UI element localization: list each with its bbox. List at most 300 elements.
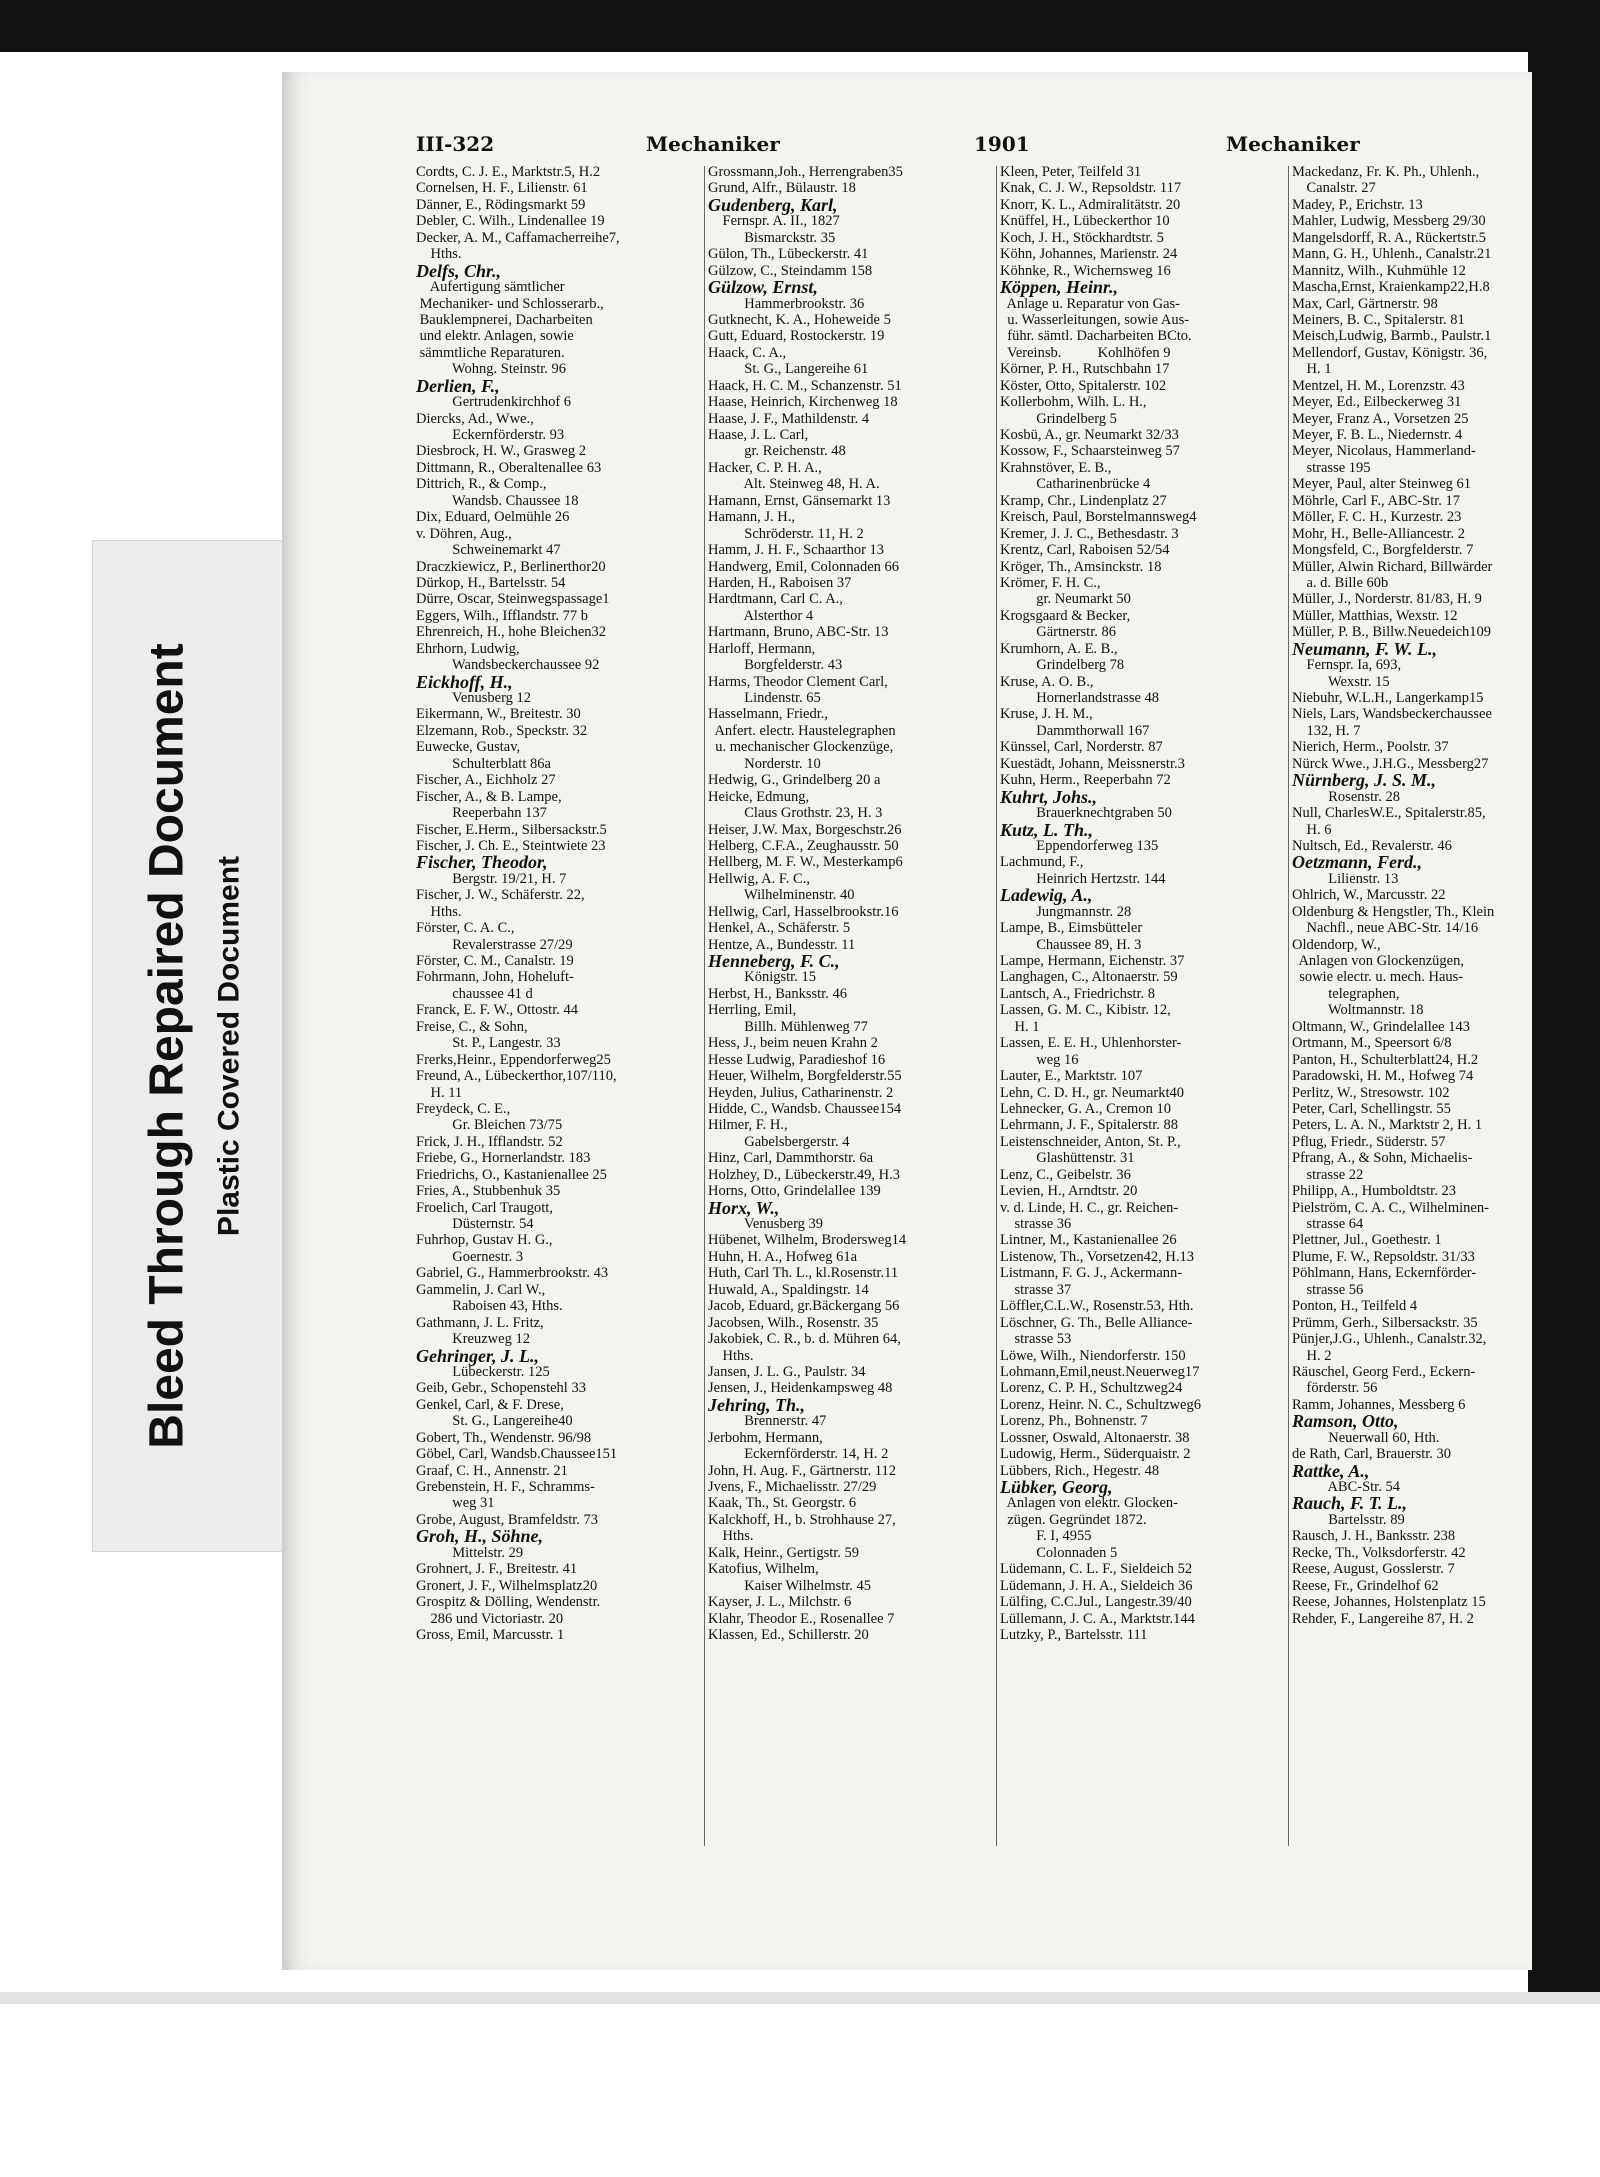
directory-entry-line: H. 1 bbox=[1000, 1018, 1040, 1035]
directory-entry-line: Bismarckstr. 35 bbox=[708, 229, 836, 246]
directory-entry-line: Grund, Alfr., Bülaustr. 18 bbox=[708, 180, 856, 197]
directory-entry-line: strasse 53 bbox=[1000, 1331, 1072, 1348]
directory-entry-line: Jehring, Th., bbox=[708, 1394, 806, 1415]
directory-entry-line: Woltmannstr. 18 bbox=[1292, 1002, 1424, 1019]
directory-entry-line: Plettner, Jul., Goethestr. 1 bbox=[1292, 1232, 1442, 1249]
directory-entry-line: Dürkop, H., Bartelsstr. 54 bbox=[416, 574, 566, 591]
directory-entry-line: Fernspr. A. II., 1827 bbox=[708, 213, 840, 230]
directory-entry-line: John, H. Aug. F., Gärtnerstr. 112 bbox=[708, 1462, 897, 1479]
directory-entry-line: Listenow, Th., Vorsetzen42, H.13 bbox=[1000, 1248, 1194, 1265]
directory-entry-line: Freund, A., Lübeckerthor,107/110, bbox=[416, 1068, 617, 1085]
directory-entry-line: Fischer, A., Eichholz 27 bbox=[416, 772, 556, 789]
directory-entry-line: Huwald, A., Spaldingstr. 14 bbox=[708, 1281, 869, 1298]
directory-entry-line: Lintner, M., Kastanienallee 26 bbox=[1000, 1232, 1177, 1249]
directory-entry-line: Krogsgaard & Becker, bbox=[1000, 607, 1131, 624]
directory-entry-line: Geib, Gebr., Schopenstehl 33 bbox=[416, 1380, 586, 1397]
directory-entry-line: Cornelsen, H. F., Lilienstr. 61 bbox=[416, 180, 588, 197]
directory-entry-line: Hedwig, G., Grindelberg 20 a bbox=[708, 772, 881, 789]
directory-entry-line: Hartmann, Bruno, ABC-Str. 13 bbox=[708, 624, 889, 641]
directory-entry-line: Kramp, Chr., Lindenplatz 27 bbox=[1000, 492, 1167, 509]
directory-entry-line: Franck, E. F. W., Ottostr. 44 bbox=[416, 1002, 578, 1019]
directory-entry-line: Grindelberg 5 bbox=[1000, 410, 1117, 427]
directory-entry-line: Eggers, Wilh., Ifflandstr. 77 b bbox=[416, 607, 589, 624]
directory-entry-line: Froelich, Carl Traugott, bbox=[416, 1199, 553, 1216]
directory-entry-line: Haack, H. C. M., Schanzenstr. 51 bbox=[708, 377, 902, 394]
directory-entry-line: Haase, J. F., Mathildenstr. 4 bbox=[708, 410, 870, 427]
directory-entry-line: Bergstr. 19/21, H. 7 bbox=[416, 870, 567, 887]
directory-entry-line: Müller, P. B., Billw.Neuedeich109 bbox=[1292, 624, 1492, 641]
directory-entry-line: Schulterblatt 86a bbox=[416, 755, 551, 772]
directory-entry-line: Canalstr. 27 bbox=[1292, 180, 1376, 197]
page-year: 1901 bbox=[974, 132, 1030, 156]
directory-entry-line: Reese, Johannes, Holstenplatz 15 bbox=[1292, 1594, 1486, 1611]
directory-entry-line: Jungmannstr. 28 bbox=[1000, 903, 1132, 920]
directory-entry-line: Jacobsen, Wilh., Rosenstr. 35 bbox=[708, 1314, 879, 1331]
directory-entry-line: Jvens, F., Michaelisstr. 27/29 bbox=[708, 1479, 877, 1495]
directory-entry-line: Herbst, H., Banksstr. 46 bbox=[708, 985, 847, 1002]
directory-entry-line: Kreisch, Paul, Borstelmannsweg4 bbox=[1000, 509, 1197, 526]
directory-entry-line: Kaiser Wilhelmstr. 45 bbox=[708, 1577, 872, 1594]
directory-entry-line: St. P., Langestr. 33 bbox=[416, 1035, 561, 1052]
directory-entry-line: Grobe, August, Bramfeldstr. 73 bbox=[416, 1511, 599, 1528]
directory-entry-line: Gertrudenkirchhof 6 bbox=[416, 394, 572, 411]
directory-entry-line: F. I, 4955 bbox=[1000, 1528, 1092, 1545]
directory-entry-line: Lantsch, A., Friedrichstr. 8 bbox=[1000, 985, 1156, 1002]
directory-entry-line: Draczkiewicz, P., Berlinerthor20 bbox=[416, 558, 606, 575]
directory-entry-line: Köppen, Heinr., bbox=[1000, 277, 1119, 298]
directory-entry-line: Recke, Th., Volksdorferstr. 42 bbox=[1292, 1544, 1466, 1561]
directory-entry-line: Brennerstr. 47 bbox=[708, 1413, 827, 1430]
directory-column-3 bbox=[1000, 164, 1284, 1924]
directory-entry-line: Graaf, C. H., Annenstr. 21 bbox=[416, 1462, 568, 1479]
directory-entry-line: Köster, Otto, Spitalerstr. 102 bbox=[1000, 377, 1167, 394]
directory-entry-line: Ramson, Otto, bbox=[1292, 1411, 1399, 1432]
directory-entry-line: Oetzmann, Ferd., bbox=[1292, 852, 1423, 873]
directory-entry-line: Gülon, Th., Lübeckerstr. 41 bbox=[708, 246, 869, 263]
directory-entry-line: Fischer, A., & B. Lampe, bbox=[416, 788, 562, 805]
directory-entry-line: Ramm, Johannes, Messberg 6 bbox=[1292, 1396, 1466, 1413]
directory-entry-line: Philipp, A., Humboldtstr. 23 bbox=[1292, 1183, 1456, 1200]
directory-entry-line: Lassen, E. E. H., Uhlenhorster- bbox=[1000, 1035, 1182, 1052]
directory-entry-line: Anfert. electr. Haustelegraphen bbox=[708, 722, 896, 739]
directory-entry-line: Hths. bbox=[416, 246, 462, 263]
directory-entry-line: Hinz, Carl, Dammthorstr. 6a bbox=[708, 1150, 874, 1167]
directory-entry-line: Gabriel, G., Hammerbrookstr. 43 bbox=[416, 1265, 609, 1282]
directory-entry-line: Prümm, Gerh., Silbersackstr. 35 bbox=[1292, 1314, 1478, 1331]
directory-entry-line: Mangelsdorff, R. A., Rückertstr.5 bbox=[1292, 229, 1486, 246]
directory-entry-line: a. d. Bille 60b bbox=[1292, 574, 1389, 591]
directory-entry-line: Kollerbohm, Wilh. L. H., bbox=[1000, 394, 1147, 411]
directory-entry-line: Kuestädt, Johann, Meissnerstr.3 bbox=[1000, 755, 1185, 772]
directory-entry-line: strasse 36 bbox=[1000, 1216, 1072, 1232]
directory-entry-line: Oldenburg & Hengstler, Th., Klein bbox=[1292, 903, 1495, 920]
directory-entry-line: Harloff, Hermann, bbox=[708, 640, 816, 657]
directory-entry-line: Löschner, G. Th., Belle Alliance- bbox=[1000, 1314, 1193, 1331]
directory-entry-line: Gabelsbergerstr. 4 bbox=[708, 1133, 850, 1150]
directory-entry-line: Elzemann, Rob., Speckstr. 32 bbox=[416, 722, 588, 739]
directory-entry-line: Gutknecht, K. A., Hoheweide 5 bbox=[708, 311, 891, 328]
directory-entry-line: Meiners, B. C., Spitalerstr. 81 bbox=[1292, 311, 1465, 328]
directory-entry-line: Schröderstr. 11, H. 2 bbox=[708, 525, 864, 542]
directory-entry-line: strasse 56 bbox=[1292, 1281, 1364, 1298]
directory-entry-line: Meyer, Ed., Eilbeckerweg 31 bbox=[1292, 394, 1462, 411]
directory-entry-line: Mannitz, Wilh., Kuhmühle 12 bbox=[1292, 262, 1466, 279]
directory-entry-line: Meyer, Franz A., Vorsetzen 25 bbox=[1292, 410, 1469, 427]
directory-entry-line: Lossner, Oswald, Altonaerstr. 38 bbox=[1000, 1429, 1190, 1446]
directory-entry-line: Ortmann, M., Speersort 6/8 bbox=[1292, 1035, 1452, 1052]
directory-entry-line: Hellwig, A. F. C., bbox=[708, 870, 810, 887]
directory-entry-line: Gülzow, C., Steindamm 158 bbox=[708, 262, 873, 279]
directory-entry-line: Lübbers, Rich., Hegestr. 48 bbox=[1000, 1462, 1160, 1479]
directory-entry-line: Lampe, Hermann, Eichenstr. 37 bbox=[1000, 953, 1185, 969]
directory-entry-line: Knüffel, H., Lübeckerthor 10 bbox=[1000, 213, 1170, 230]
directory-entry-line: Lülfing, C.C.Jul., Langestr.39/40 bbox=[1000, 1594, 1192, 1611]
directory-entry-line: Cordts, C. J. E., Marktstr.5, H.2 bbox=[416, 164, 601, 180]
directory-entry-line: Grindelberg 78 bbox=[1000, 657, 1125, 674]
directory-entry-line: Eickhoff, H., bbox=[416, 671, 513, 692]
directory-entry-line: Gr. Bleichen 73/75 bbox=[416, 1117, 563, 1134]
directory-entry-line: Rehder, F., Langereihe 87, H. 2 bbox=[1292, 1610, 1474, 1627]
directory-entry-line: Haase, J. L. Carl, bbox=[708, 427, 809, 443]
directory-entry-line: Hesse Ludwig, Paradieshof 16 bbox=[708, 1051, 886, 1068]
directory-entry-line: Lehnecker, G. A., Cremon 10 bbox=[1000, 1100, 1171, 1117]
directory-entry-line: Lutzky, P., Bartelsstr. 111 bbox=[1000, 1626, 1148, 1643]
directory-entry-line: strasse 64 bbox=[1292, 1216, 1364, 1232]
directory-entry-line: Lüdemann, J. H. A., Sieldeich 36 bbox=[1000, 1577, 1193, 1594]
directory-entry-line: Gudenberg, Karl, bbox=[708, 194, 838, 215]
directory-entry-line: Kossow, F., Schaarsteinweg 57 bbox=[1000, 443, 1180, 460]
directory-entry-line: Holzhey, D., Lübeckerstr.49, H.3 bbox=[708, 1166, 900, 1183]
directory-entry-line: Revalerstrasse 27/29 bbox=[416, 936, 573, 953]
directory-entry-line: Nürck Wwe., J.H.G., Messberg27 bbox=[1292, 755, 1489, 772]
directory-entry-line: Ludowig, Herm., Süderquaistr. 2 bbox=[1000, 1446, 1191, 1463]
directory-entry-line: Frerks,Heinr., Eppendorferweg25 bbox=[416, 1051, 611, 1068]
directory-entry-line: Reese, August, Gosslerstr. 7 bbox=[1292, 1561, 1455, 1578]
directory-entry-line: Krahnstöver, E. B., bbox=[1000, 459, 1112, 476]
directory-entry-line: Hardtmann, Carl C. A., bbox=[708, 591, 843, 608]
directory-entry-line: Levien, H., Arndtstr. 20 bbox=[1000, 1183, 1138, 1200]
directory-entry-line: Gronert, J. F., Wilhelmsplatz20 bbox=[416, 1577, 598, 1594]
directory-entry-line: Kreuzweg 12 bbox=[416, 1331, 530, 1348]
directory-entry-line: Hentze, A., Bundesstr. 11 bbox=[708, 936, 856, 953]
directory-entry-line: ABC-Str. 54 bbox=[1292, 1479, 1400, 1495]
directory-entry-line: Gammelin, J. Carl W., bbox=[416, 1281, 546, 1298]
directory-entry-line: chaussee 41 d bbox=[416, 985, 533, 1002]
directory-entry-line: Gross, Emil, Marcusstr. 1 bbox=[416, 1626, 565, 1643]
directory-entry-line: Friedrichs, O., Kastanienallee 25 bbox=[416, 1166, 607, 1183]
directory-entry-line: Fischer, J. W., Schäferstr. 22, bbox=[416, 887, 585, 904]
directory-entry-line: Jensen, J., Heidenkampsweg 48 bbox=[708, 1380, 893, 1397]
directory-entry-line: Mahler, Ludwig, Messberg 29/30 bbox=[1292, 213, 1486, 230]
directory-entry-line: Heinrich Hertzstr. 144 bbox=[1000, 870, 1166, 887]
directory-page bbox=[282, 72, 1532, 1970]
directory-entry-line: Bauklempnerei, Dacharbeiten bbox=[416, 311, 593, 328]
directory-entry-line: Hasselmann, Friedr., bbox=[708, 706, 829, 723]
directory-entry-line: zügen. Gegründet 1872. bbox=[1000, 1511, 1147, 1528]
directory-entry-line: Mittelstr. 29 bbox=[416, 1544, 524, 1561]
directory-entry-line: Oldendorp, W., bbox=[1292, 936, 1381, 953]
directory-entry-line: Fries, A., Stubbenhuk 35 bbox=[416, 1183, 561, 1200]
directory-entry-line: Ponton, H., Teilfeld 4 bbox=[1292, 1298, 1418, 1315]
directory-entry-line: Mohr, H., Belle-Alliancestr. 2 bbox=[1292, 525, 1465, 542]
directory-entry-line: Wexstr. 15 bbox=[1292, 673, 1390, 690]
directory-entry-line: Wandsb. Chaussee 18 bbox=[416, 492, 579, 509]
directory-entry-line: Lübeckerstr. 125 bbox=[416, 1363, 550, 1380]
directory-entry-line: Horns, Otto, Grindelallee 139 bbox=[708, 1183, 881, 1200]
directory-entry-line: Mackedanz, Fr. K. Ph., Uhlenh., bbox=[1292, 164, 1480, 180]
directory-entry-line: Hths. bbox=[416, 903, 462, 920]
directory-entry-line: Handwerg, Emil, Colonnaden 66 bbox=[708, 558, 900, 575]
directory-entry-line: Fischer, E.Herm., Silbersackstr.5 bbox=[416, 821, 607, 838]
directory-entry-line: Hess, J., beim neuen Krahn 2 bbox=[708, 1035, 878, 1052]
directory-entry-line: Derlien, F., bbox=[416, 375, 500, 396]
directory-entry-line: Gobert, Th., Wendenstr. 96/98 bbox=[416, 1429, 592, 1446]
directory-entry-line: H. 1 bbox=[1292, 361, 1332, 378]
directory-entry-line: sämmtliche Reparaturen. bbox=[416, 344, 565, 361]
directory-entry-line: Reeperbahn 137 bbox=[416, 805, 547, 822]
directory-entry-line: Brauerknechtgraben 50 bbox=[1000, 805, 1172, 822]
directory-entry-line: Norderstr. 10 bbox=[708, 755, 821, 772]
directory-entry-line: Reese, Fr., Grindelhof 62 bbox=[1292, 1577, 1439, 1594]
directory-entry-line: H. 2 bbox=[1292, 1347, 1332, 1364]
directory-entry-line: Grohnert, J. F., Breitestr. 41 bbox=[416, 1561, 578, 1578]
directory-entry-line: Nürnberg, J. S. M., bbox=[1292, 770, 1437, 791]
directory-entry-line: St. G., Langereihe40 bbox=[416, 1413, 573, 1430]
directory-entry-line: weg 31 bbox=[416, 1495, 495, 1512]
directory-entry-line: Körner, P. H., Rutschbahn 17 bbox=[1000, 361, 1170, 378]
directory-entry-line: Freydeck, C. E., bbox=[416, 1100, 511, 1117]
directory-entry-line: Heiser, J.W. Max, Borgeschstr.26 bbox=[708, 821, 902, 838]
directory-entry-line: Kremer, J. J. C., Bethesdastr. 3 bbox=[1000, 525, 1179, 542]
directory-entry-line: Catharinenbrücke 4 bbox=[1000, 476, 1151, 493]
directory-entry-line: Ohlrich, W., Marcusstr. 22 bbox=[1292, 887, 1446, 904]
directory-entry-line: Harms, Theodor Clement Carl, bbox=[708, 673, 888, 690]
directory-entry-line: Räuschel, Georg Ferd., Eckern- bbox=[1292, 1363, 1476, 1380]
directory-entry-line: Vereinsb. Kohlhöfen 9 bbox=[1000, 344, 1171, 361]
directory-entry-line: Kosbü, A., gr. Neumarkt 32/33 bbox=[1000, 427, 1179, 443]
directory-entry-line: Düsternstr. 54 bbox=[416, 1216, 534, 1232]
directory-entry-line: Friebe, G., Hornerlandstr. 183 bbox=[416, 1150, 591, 1167]
directory-entry-line: Helberg, C.F.A., Zeughausstr. 50 bbox=[708, 837, 899, 854]
directory-entry-line: Meisch,Ludwig, Barmb., Paulstr.1 bbox=[1292, 328, 1492, 345]
directory-entry-line: Kalk, Heinr., Gertigstr. 59 bbox=[708, 1544, 860, 1561]
directory-entry-line: Knak, C. J. W., Repsoldstr. 117 bbox=[1000, 180, 1182, 197]
directory-entry-line: Kruse, J. H. M., bbox=[1000, 706, 1093, 723]
directory-entry-line: Lenz, C., Geibelstr. 36 bbox=[1000, 1166, 1131, 1183]
page-title-left: Mechaniker bbox=[646, 132, 780, 156]
directory-entry-line: Heuer, Wilhelm, Borgfelderstr.55 bbox=[708, 1068, 902, 1085]
directory-entry-line: Rosenstr. 28 bbox=[1292, 788, 1400, 805]
directory-entry-line: Kröger, Th., Amsinckstr. 18 bbox=[1000, 558, 1162, 575]
directory-entry-line: Dittmann, R., Oberaltenallee 63 bbox=[416, 459, 602, 476]
directory-entry-line: Müller, J., Norderstr. 81/83, H. 9 bbox=[1292, 591, 1482, 608]
directory-entry-line: Kalckhoff, H., b. Strohhause 27, bbox=[708, 1511, 896, 1528]
directory-entry-line: v. d. Linde, H. C., gr. Reichen- bbox=[1000, 1199, 1179, 1216]
directory-entry-line: Hübenet, Wilhelm, Brodersweg14 bbox=[708, 1232, 907, 1249]
directory-entry-line: Henneberg, F. C., bbox=[708, 951, 840, 971]
directory-entry-line: Goernestr. 3 bbox=[416, 1248, 524, 1265]
directory-entry-line: Niebuhr, W.L.H., Langerkamp15 bbox=[1292, 690, 1484, 706]
directory-entry-line: Decker, A. M., Caffamacherreihe7, bbox=[416, 229, 620, 246]
directory-entry-line: Madey, P., Erichstr. 13 bbox=[1292, 196, 1423, 213]
directory-entry-line: strasse 195 bbox=[1292, 459, 1371, 476]
directory-entry-line: Anlagen von elektr. Glocken- bbox=[1000, 1495, 1178, 1512]
directory-entry-line: Eckernförderstr. 14, H. 2 bbox=[708, 1446, 889, 1463]
directory-entry-line: Löffler,C.L.W., Rosenstr.53, Hth. bbox=[1000, 1298, 1194, 1315]
directory-entry-line: Lorenz, Ph., Bohnenstr. 7 bbox=[1000, 1413, 1148, 1430]
directory-entry-line: Anlagen von Glockenzügen, bbox=[1292, 953, 1464, 969]
directory-entry-line: Pielström, C. A. C., Wilhelminen- bbox=[1292, 1199, 1489, 1216]
directory-entry-line: Venusberg 39 bbox=[708, 1216, 824, 1232]
directory-entry-line: Nachfl., neue ABC-Str. 14/16 bbox=[1292, 920, 1479, 937]
directory-entry-line: Billh. Mühlenweg 77 bbox=[708, 1018, 868, 1035]
directory-entry-line: Pöhlmann, Hans, Eckernförder- bbox=[1292, 1265, 1477, 1282]
page-title-right: Mechaniker bbox=[1226, 132, 1360, 156]
directory-entry-line: Katofius, Wilhelm, bbox=[708, 1561, 819, 1578]
directory-column-4 bbox=[1292, 164, 1576, 1924]
directory-entry-line: H. 6 bbox=[1292, 821, 1332, 838]
directory-entry-line: Lübker, Georg, bbox=[1000, 1477, 1113, 1497]
directory-entry-line: Dänner, E., Rödingsmarkt 59 bbox=[416, 196, 586, 213]
directory-entry-line: Bartelsstr. 89 bbox=[1292, 1511, 1405, 1528]
directory-entry-line: Nultsch, Ed., Revalerstr. 46 bbox=[1292, 837, 1452, 854]
directory-column-2 bbox=[708, 164, 992, 1924]
directory-entry-line: Mellendorf, Gustav, Königstr. 36, bbox=[1292, 344, 1488, 361]
directory-entry-line: Pünjer,J.G., Uhlenh., Canalstr.32, bbox=[1292, 1331, 1487, 1348]
directory-entry-line: Fischer, Theodor, bbox=[416, 852, 548, 873]
directory-entry-line: Leistenschneider, Anton, St. P., bbox=[1000, 1133, 1181, 1150]
directory-entry-line: Ladewig, A., bbox=[1000, 885, 1093, 906]
directory-entry-line: Raboisen 43, Hths. bbox=[416, 1298, 563, 1315]
directory-entry-line: Euwecke, Gustav, bbox=[416, 739, 521, 756]
directory-entry-line: Lehn, C. D. H., gr. Neumarkt40 bbox=[1000, 1084, 1185, 1101]
directory-entry-line: Lorenz, C. P. H., Schultzweg24 bbox=[1000, 1380, 1183, 1397]
directory-entry-line: Förster, C. M., Canalstr. 19 bbox=[416, 953, 574, 969]
directory-entry-line: Jakobiek, C. R., b. d. Mühren 64, bbox=[708, 1331, 901, 1348]
directory-entry-line: Peter, Carl, Schellingstr. 55 bbox=[1292, 1100, 1451, 1117]
directory-entry-line: Wohng. Steinstr. 96 bbox=[416, 361, 567, 378]
directory-entry-line: Grebenstein, H. F., Schramms- bbox=[416, 1479, 595, 1495]
directory-entry-line: Schweinemarkt 47 bbox=[416, 542, 561, 559]
directory-entry-line: Aufertigung sämtlicher bbox=[416, 279, 565, 296]
directory-entry-line: Fischer, J. Ch. E., Steintwiete 23 bbox=[416, 837, 606, 854]
scan-condition-main: Bleed Through Repaired Document bbox=[140, 643, 194, 1449]
directory-entry-line: führ. sämtl. Dacharbeiten BCto. bbox=[1000, 328, 1192, 345]
directory-entry-line: Grospitz & Dölling, Wendenstr. bbox=[416, 1594, 601, 1611]
directory-entry-line: Hamm, J. H. F., Schaarthor 13 bbox=[708, 542, 885, 559]
directory-entry-line: Alt. Steinweg 48, H. A. bbox=[708, 476, 880, 493]
directory-entry-line: Dittrich, R., & Comp., bbox=[416, 476, 547, 493]
directory-entry-line: Ehrhorn, Ludwig, bbox=[416, 640, 520, 657]
column-divider bbox=[996, 166, 997, 1846]
scan-condition-sub: Plastic Covered Document bbox=[212, 855, 246, 1237]
directory-entry-line: Rattke, A., bbox=[1292, 1460, 1370, 1481]
directory-entry-line: Eckernförderstr. 93 bbox=[416, 427, 565, 443]
directory-entry-line: Hacker, C. P. H. A., bbox=[708, 459, 822, 476]
directory-entry-line: Meyer, Paul, alter Steinweg 61 bbox=[1292, 476, 1472, 493]
directory-entry-line: Heyden, Julius, Catharinenstr. 2 bbox=[708, 1084, 894, 1101]
directory-entry-line: Chaussee 89, H. 3 bbox=[1000, 936, 1142, 953]
directory-entry-line: Paradowski, H. M., Hofweg 74 bbox=[1292, 1068, 1474, 1085]
directory-entry-line: Borgfelderstr. 43 bbox=[708, 657, 843, 674]
directory-column-1 bbox=[416, 164, 700, 1924]
directory-entry-line: Kruse, A. O. B., bbox=[1000, 673, 1094, 690]
directory-entry-line: Göbel, Carl, Wandsb.Chaussee151 bbox=[416, 1446, 618, 1463]
directory-entry-line: Lüllemann, J. C. A., Marktstr.144 bbox=[1000, 1610, 1195, 1627]
directory-entry-line: Hilmer, F. H., bbox=[708, 1117, 788, 1134]
directory-entry-line: Koch, J. H., Stöckhardtstr. 5 bbox=[1000, 229, 1164, 246]
directory-entry-line: Ehrenreich, H., hohe Bleichen32 bbox=[416, 624, 607, 641]
directory-entry-line: weg 16 bbox=[1000, 1051, 1079, 1068]
directory-entry-line: Knorr, K. L., Admiralitätstr. 20 bbox=[1000, 196, 1181, 213]
directory-entry-line: Mechaniker- und Schlosserarb., bbox=[416, 295, 604, 312]
directory-entry-line: Niels, Lars, Wandsbeckerchaussee bbox=[1292, 706, 1492, 723]
directory-entry-line: St. G., Langereihe 61 bbox=[708, 361, 869, 378]
scan-border-top bbox=[0, 0, 1600, 52]
directory-entry-line: Glashüttenstr. 31 bbox=[1000, 1150, 1135, 1167]
scan-edge-bottom bbox=[0, 1992, 1600, 2004]
directory-entry-line: Lampe, B., Eimsbütteler bbox=[1000, 920, 1143, 937]
directory-entry-line: Jacob, Eduard, gr.Bäckergang 56 bbox=[708, 1298, 900, 1315]
directory-entry-line: Fohrmann, John, Hoheluft- bbox=[416, 969, 574, 986]
directory-entry-line: Lohmann,Emil,neust.Neuerweg17 bbox=[1000, 1363, 1200, 1380]
directory-entry-line: Huth, Carl Th. L., kl.Rosenstr.11 bbox=[708, 1265, 899, 1282]
directory-entry-line: Henkel, A., Schäferstr. 5 bbox=[708, 920, 851, 937]
directory-entry-line: Kuhrt, Johs., bbox=[1000, 786, 1098, 807]
directory-entry-line: Delfs, Chr., bbox=[416, 260, 502, 281]
directory-entry-line: Horx, W., bbox=[708, 1197, 780, 1218]
scan-condition-label bbox=[92, 540, 294, 1552]
directory-entry-line: Null, CharlesW.E., Spitalerstr.85, bbox=[1292, 805, 1486, 822]
directory-entry-line: Hths. bbox=[708, 1347, 754, 1364]
directory-entry-line: Freise, C., & Sohn, bbox=[416, 1018, 528, 1035]
directory-entry-line: Dürre, Oscar, Steinwegspassage1 bbox=[416, 591, 610, 608]
directory-entry-line: Mentzel, H. M., Lorenzstr. 43 bbox=[1292, 377, 1465, 394]
directory-entry-line: Panton, H., Schulterblatt24, H.2 bbox=[1292, 1051, 1479, 1068]
directory-entry-line: 286 und Victoriastr. 20 bbox=[416, 1610, 564, 1627]
directory-entry-line: Haase, Heinrich, Kirchenweg 18 bbox=[708, 394, 898, 411]
directory-entry-line: Kleen, Peter, Teilfeld 31 bbox=[1000, 164, 1142, 180]
directory-entry-line: Kuhn, Herm., Reeperbahn 72 bbox=[1000, 772, 1171, 789]
directory-entry-line: Hellberg, M. F. W., Mesterkamp6 bbox=[708, 854, 903, 871]
directory-entry-line: Hellwig, Carl, Hasselbrookstr.16 bbox=[708, 903, 899, 920]
directory-entry-line: telegraphen, bbox=[1292, 985, 1400, 1002]
directory-entry-line: Kutz, L. Th., bbox=[1000, 819, 1094, 840]
directory-entry-line: Hamann, Ernst, Gänsemarkt 13 bbox=[708, 492, 891, 509]
directory-entry-line: gr. Reichenstr. 48 bbox=[708, 443, 846, 460]
directory-entry-line: Hamann, J. H., bbox=[708, 509, 795, 526]
directory-entry-line: Hammerbrookstr. 36 bbox=[708, 295, 865, 312]
directory-entry-line: Lauter, E., Marktstr. 107 bbox=[1000, 1068, 1143, 1085]
directory-entry-line: Krömer, F. H. C., bbox=[1000, 574, 1101, 591]
directory-entry-line: förderstr. 56 bbox=[1292, 1380, 1378, 1397]
directory-entry-line: Venusberg 12 bbox=[416, 690, 532, 706]
directory-entry-line: Müller, Matthias, Wexstr. 12 bbox=[1292, 607, 1458, 624]
directory-entry-line: Löwe, Wilh., Niendorferstr. 150 bbox=[1000, 1347, 1186, 1364]
directory-entry-line: Möhrle, Carl F., ABC-Str. 17 bbox=[1292, 492, 1461, 509]
directory-entry-line: Lindenstr. 65 bbox=[708, 690, 821, 706]
directory-entry-line: Perlitz, W., Stresowstr. 102 bbox=[1292, 1084, 1450, 1101]
directory-entry-line: Diesbrock, H. W., Grasweg 2 bbox=[416, 443, 586, 460]
directory-entry-line: Lilienstr. 13 bbox=[1292, 870, 1399, 887]
directory-entry-line: Hths. bbox=[708, 1528, 754, 1545]
directory-entry-line: Jansen, J. L. G., Paulstr. 34 bbox=[708, 1363, 866, 1380]
directory-entry-line: Oltmann, W., Grindelallee 143 bbox=[1292, 1018, 1470, 1035]
directory-entry-line: Fuhrhop, Gustav H. G., bbox=[416, 1232, 553, 1249]
directory-entry-line: Klassen, Ed., Schillerstr. 20 bbox=[708, 1626, 869, 1643]
directory-entry-line: Köhnke, R., Wichernsweg 16 bbox=[1000, 262, 1171, 279]
directory-entry-line: Dammthorwall 167 bbox=[1000, 722, 1150, 739]
